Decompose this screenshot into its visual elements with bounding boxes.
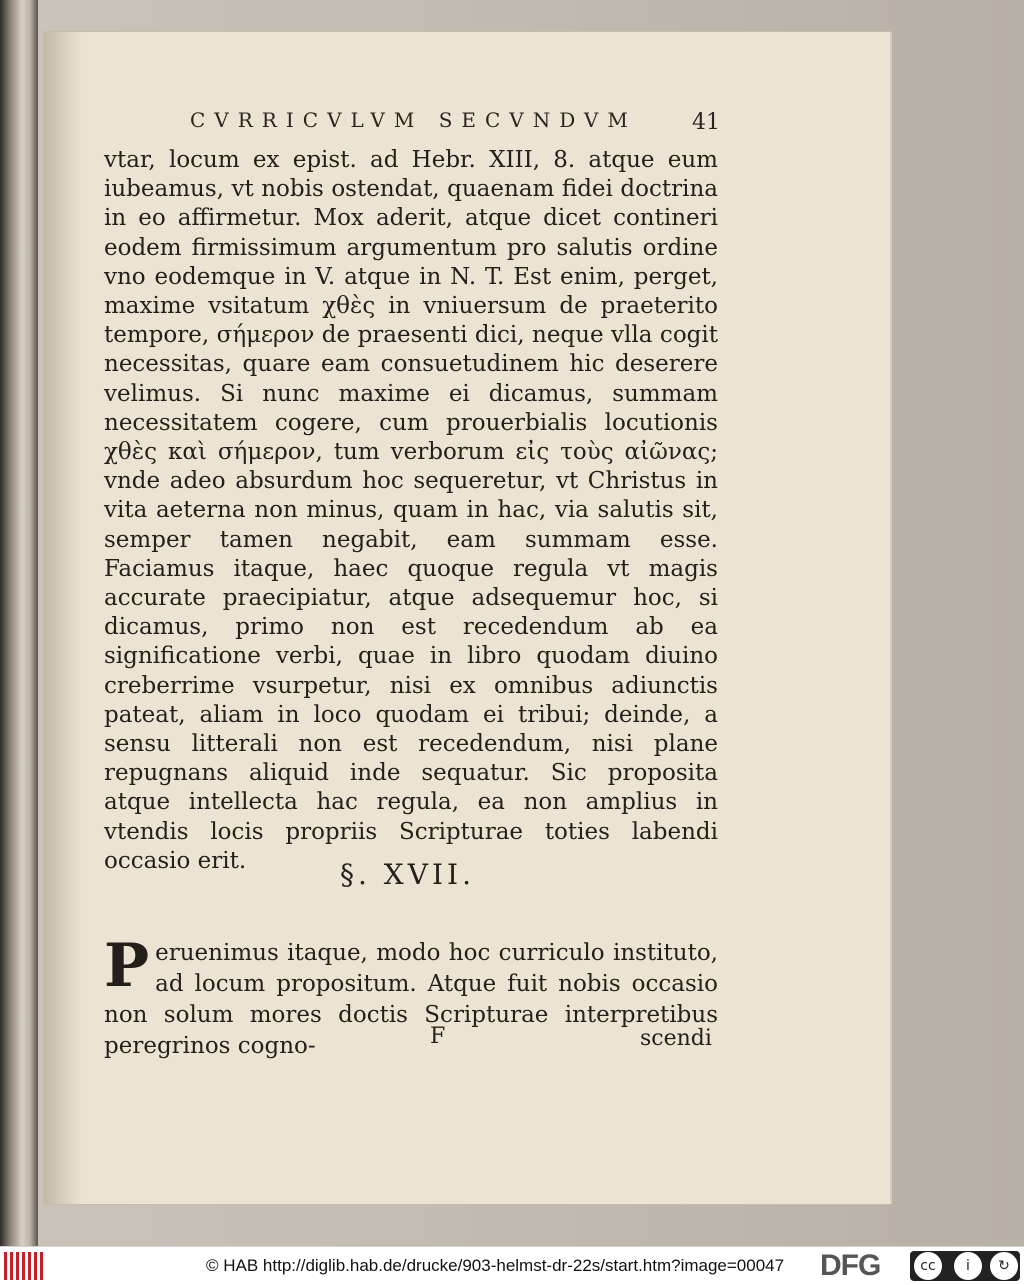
drop-capital: P [104,931,150,1001]
cc-icon: cc [914,1252,942,1280]
catchword: scendi [640,1026,712,1051]
signature-mark: F [430,1024,446,1049]
viewer-footer [0,1246,1024,1285]
section-heading: §. XVII. [340,858,475,891]
barcode-icon [4,1252,44,1280]
page-number: 41 [692,110,720,135]
paragraph-2 [104,931,718,1062]
source-link[interactable]: © HAB http://diglib.hab.de/drucke/903-helmst-dr-22s/start.htm?image=00047 [206,1256,785,1275]
cc-license-badge[interactable] [910,1251,1020,1281]
paragraph-1: vtar, locum ex epist. ad Hebr. XIII, 8. atque eum iubeamus, vt nobis ostendat, quaenam fidei doctrina in eo affirmetur. Mox aderit, atque dicet contineri eodem firmissimum argumentum pro salutis ordine vno eodemque in V. atque in N. T. Est enim, perget, maxime vsitatum χθὲς in vniuersum de praeterito tempore, σήμερον de praesenti dici, neque vlla cogit necessitas, quare eam consuetudinem hic deserere velimus. Si nunc maxime ei dicamus, summam necessitatem cogere, cum prouerbialis locutionis χθὲς καὶ σήμερον, tum verborum εἰς τοὺς αἰῶνας; vnde adeo absurdum hoc sequeretur, vt Christus in vita aeterna non minus, quam in hac, via salutis sit, semper tamen negabit, eam summam esse. Faciamus itaque, haec quoque regula vt magis accurate praecipiatur, atque adsequemur hoc, si dicamus, primo non est recedendum ab ea significatione verbi, quae in libro quodam diuino creberrime vsurpetur, nisi ex omnibus adiunctis pateat, aliam in loco quodam ei tribui; deinde, a sensu litterali non est recedendum, nisi plane repugnans aliquid inde sequatur. Sic proposita atque intellecta hac regula, ea non amplius in vtendis locis propriis Scripturae toties labendi occasio erit. [104,147,718,874]
running-head: CVRRICVLVM SECVNDVM [190,108,637,132]
paragraph-2-text: eruenimus itaque, modo hoc curriculo instituto, ad locum propositum. Atque fuit nobis occasio non solum mores doctis Scripturae interpretibus peregrinos cogno- [104,940,718,1059]
body-text-2 [104,931,718,1062]
body-text [104,146,718,876]
left-page-edge [0,0,38,1246]
sa-icon: ↻ [990,1252,1018,1280]
dfg-logo: DFG [820,1249,881,1282]
by-icon: i [954,1252,982,1280]
